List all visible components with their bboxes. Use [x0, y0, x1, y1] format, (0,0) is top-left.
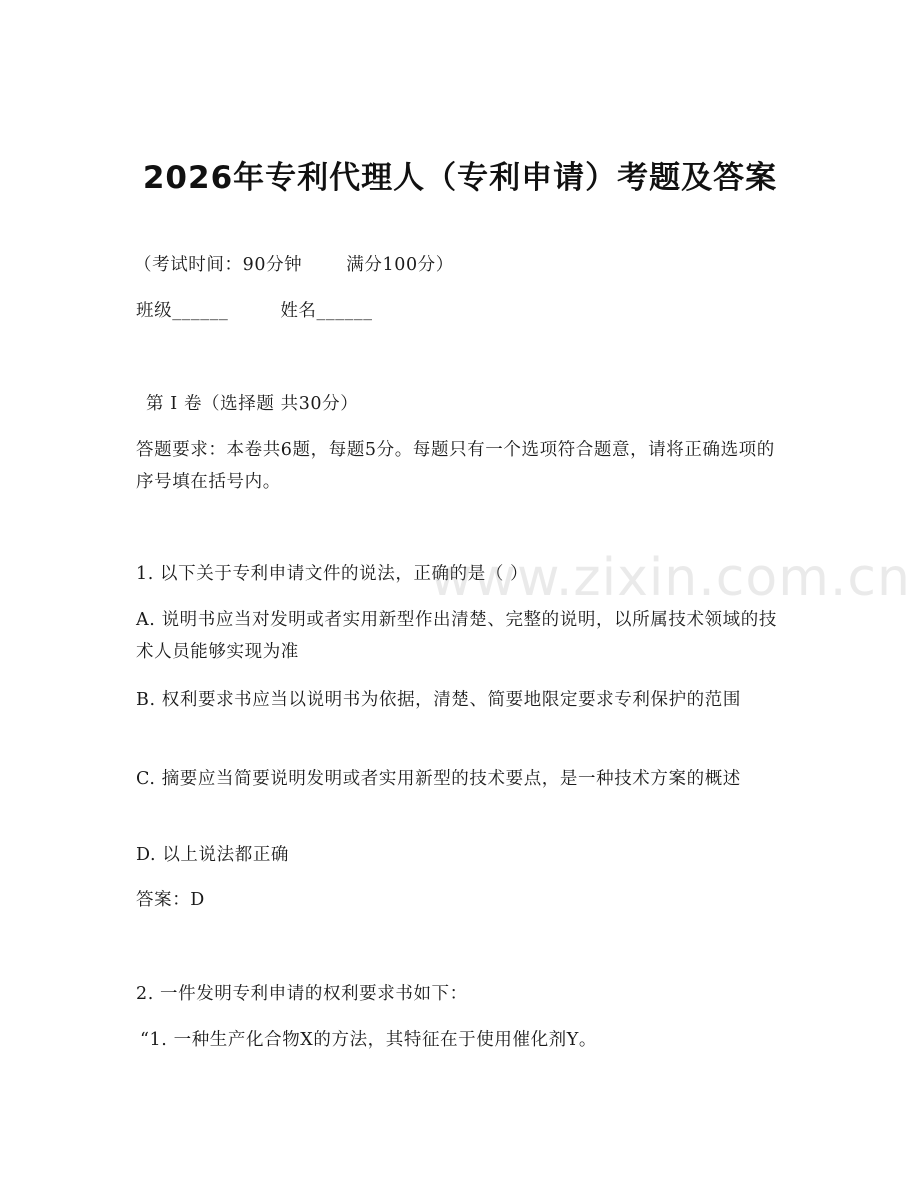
question-1-option-a: A. 说明书应当对发明或者实用新型作出清楚、完整的说明，以所属技术领域的技术人员能够实现为准	[136, 610, 777, 662]
class-field: 班级______	[136, 301, 229, 321]
document-title: 2026年专利代理人（专利申请）考题及答案	[142, 160, 778, 196]
question-2-quote: “1. 一种生产化合物X的方法，其特征在于使用催化剂Y。	[140, 1030, 598, 1050]
question-1-option-c: C. 摘要应当简要说明发明或者实用新型的技术要点，是一种技术方案的概述	[136, 769, 741, 789]
student-fields	[136, 295, 786, 327]
section-instructions: 答题要求：本卷共6题，每题5分。每题只有一个选项符合题意，请将正确选项的序号填在括号内。	[136, 440, 775, 492]
question-1-answer: 答案：D	[136, 890, 205, 910]
question-1-stem: 1. 以下关于专利申请文件的说法，正确的是（ ）	[136, 564, 529, 584]
question-1-option-d: D. 以上说法都正确	[136, 845, 290, 865]
question-1-option-b: B. 权利要求书应当以说明书为依据，清楚、简要地限定要求专利保护的范围	[136, 690, 741, 710]
exam-score: 满分100分）	[346, 255, 454, 275]
section-heading: 第 I 卷（选择题 共30分）	[146, 394, 359, 414]
question-2-stem: 2. 一件发明专利申请的权利要求书如下：	[136, 984, 468, 1004]
name-field: 姓名______	[280, 301, 373, 321]
exam-info	[134, 249, 784, 281]
watermark: www.zixin.com.cn	[430, 548, 911, 608]
exam-time: （考试时间：90分钟	[134, 255, 303, 275]
